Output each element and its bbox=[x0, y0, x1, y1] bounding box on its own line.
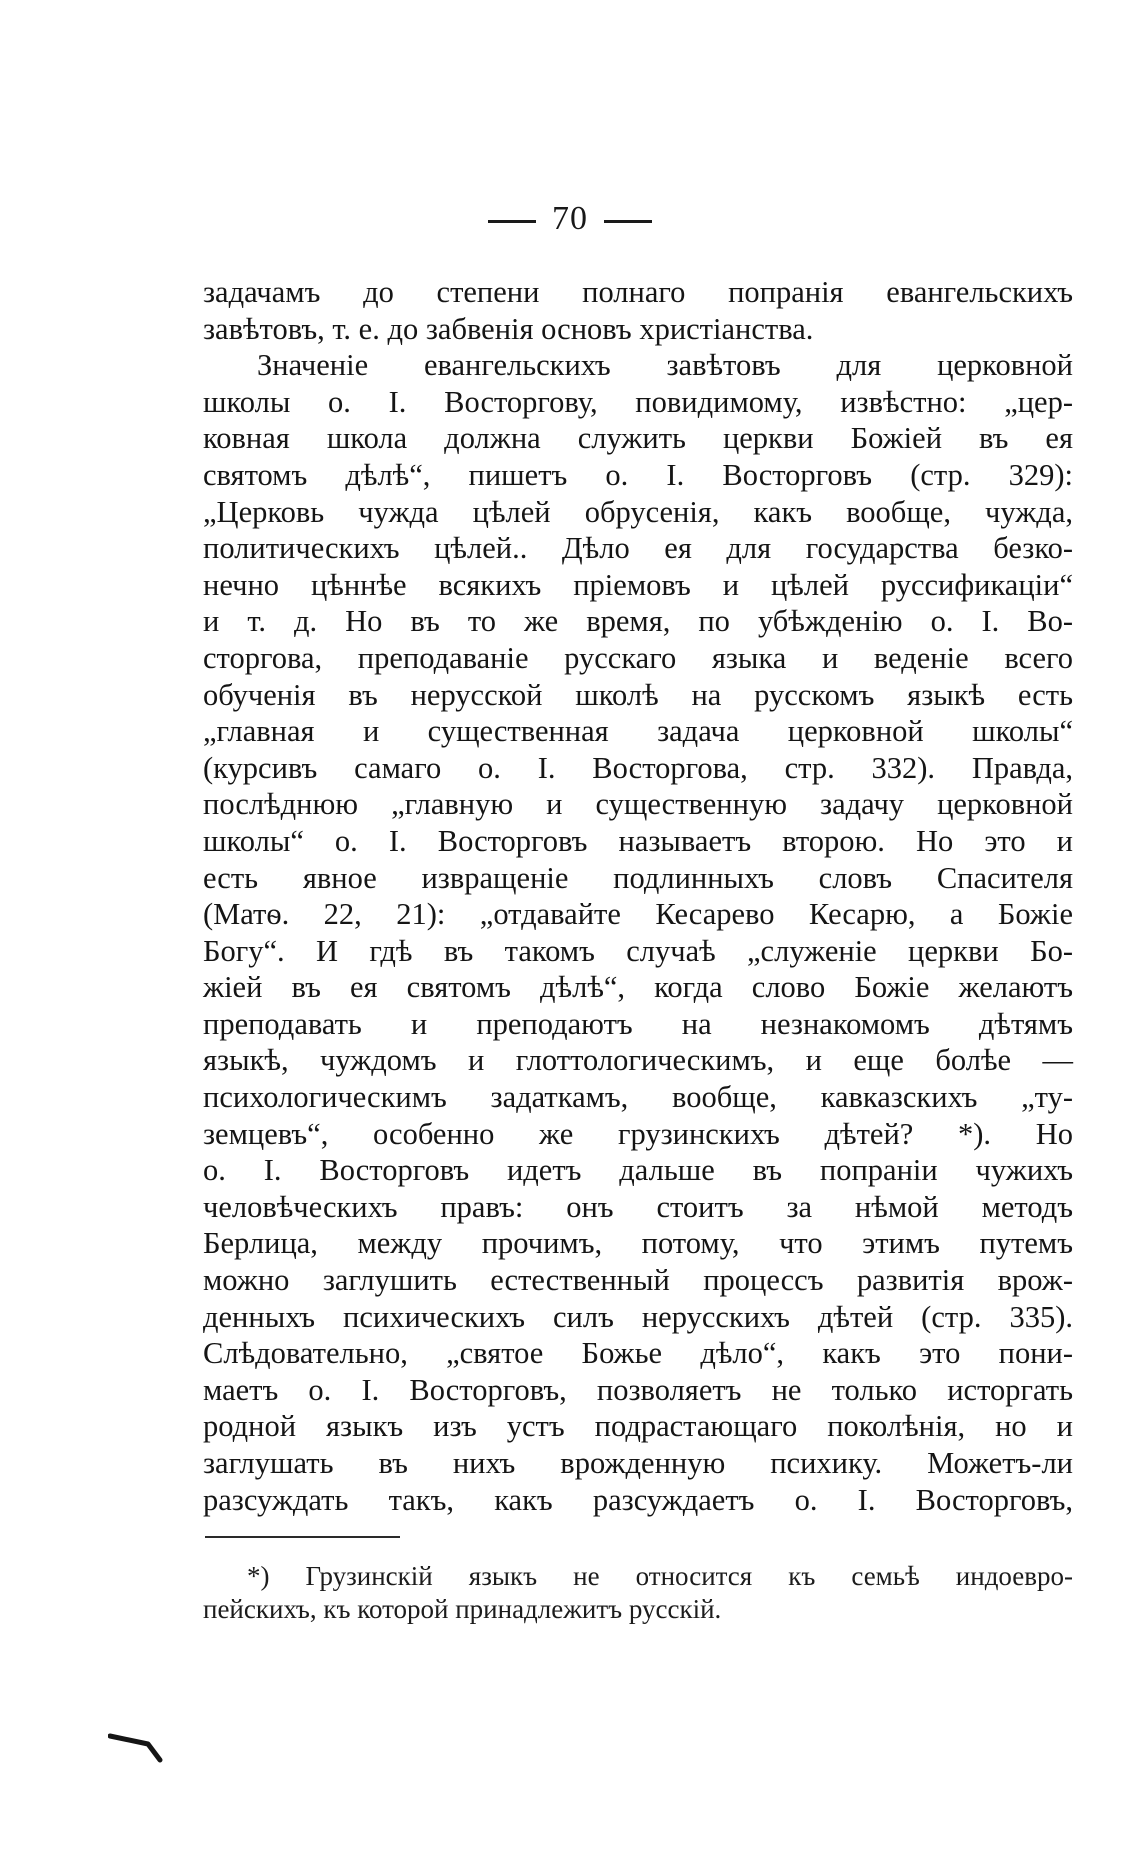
body-line: заглушать въ нихъ врожденную психику. Можетъ-ли bbox=[203, 1446, 1073, 1480]
body-line: разсуждать такъ, какъ разсуждаетъ о. І. Восторговъ, bbox=[203, 1482, 1073, 1517]
body-line: школы“ о. І. Восторговъ называетъ второю. Но это и bbox=[203, 823, 1073, 858]
body-line: родной языкъ изъ устъ подрастающаго поколѣнія, но и bbox=[203, 1409, 1073, 1444]
body-line: послѣднюю „главную и существенную задачу церковной bbox=[203, 787, 1073, 822]
body-text bbox=[203, 274, 1073, 1518]
body-line: завѣтовъ, т. е. до забвенія основъ христіанства. bbox=[203, 311, 814, 346]
body-line: Значеніе евангельскихъ завѣтовъ для церковной bbox=[257, 348, 1073, 383]
body-line: обученія въ нерусской школѣ на русскомъ языкѣ есть bbox=[203, 677, 1073, 712]
body-line: нечно цѣннѣе всякихъ пріемовъ и цѣлей руссификаціи“ bbox=[203, 567, 1073, 602]
page-number-text: 70 bbox=[552, 200, 588, 237]
body-line: жіей въ ея святомъ дѣлѣ“, когда слово Божіе желаютъ bbox=[203, 970, 1073, 1005]
page-number-dash-right bbox=[604, 220, 652, 223]
body-line: (Матѳ. 22, 21): „отдавайте Кесарево Кесарю, а Божіе bbox=[203, 897, 1073, 932]
body-line: сторгова, преподаваніе русскаго языка и веденіе всего bbox=[203, 640, 1073, 675]
body-line: (курсивъ самаго о. І. Восторгова, стр. 332). Правда, bbox=[203, 750, 1073, 785]
body-line: денныхъ психическихъ силъ нерусскихъ дѣтей (стр. 335). bbox=[203, 1299, 1073, 1334]
body-line: политическихъ цѣлей.. Дѣло ея для государства безко- bbox=[203, 531, 1073, 566]
body-line: есть явное извращеніе подлинныхъ словъ Спасителя bbox=[203, 860, 1073, 895]
body-line: Берлица, между прочимъ, потому, что этимъ путемъ bbox=[203, 1226, 1073, 1261]
page-number-dash-left bbox=[488, 220, 536, 223]
body-line: Слѣдовательно, „святое Божье дѣло“, какъ это пони- bbox=[203, 1336, 1073, 1371]
body-line: маетъ о. І. Восторговъ, позволяетъ не только исторгать bbox=[203, 1372, 1073, 1407]
footnote-line: пейскихъ, къ которой принадлежитъ русскій. bbox=[203, 1594, 722, 1624]
page-number bbox=[0, 200, 1140, 238]
body-line: психологическимъ задаткамъ, вообще, кавказскихъ „ту- bbox=[203, 1080, 1073, 1115]
footnote bbox=[203, 1560, 1073, 1626]
body-line: преподавать и преподаютъ на незнакомомъ дѣтямъ bbox=[203, 1006, 1073, 1041]
body-line: задачамъ до степени полнаго попранія евангельскихъ bbox=[203, 275, 1073, 309]
body-line: земцевъ“, особенно же грузинскихъ дѣтей? *). Но bbox=[203, 1116, 1073, 1151]
body-line: можно заглушить естественный процессъ развитія врож- bbox=[203, 1263, 1073, 1298]
body-line: святомъ дѣлѣ“, пишетъ о. І. Восторговъ (стр. 329): bbox=[203, 457, 1073, 492]
body-line: языкѣ, чуждомъ и глоттологическимъ, и еще болѣе — bbox=[203, 1043, 1073, 1078]
margin-arrow-mark bbox=[108, 1730, 168, 1770]
footnote-divider bbox=[205, 1536, 400, 1538]
body-line: и т. д. Но въ то же время, по убѣжденію о. І. Во- bbox=[203, 604, 1073, 639]
body-line: человѣческихъ правъ: онъ стоитъ за нѣмой методъ bbox=[203, 1189, 1073, 1224]
body-line: о. І. Восторговъ идетъ дальше въ попраніи чужихъ bbox=[203, 1153, 1073, 1188]
footnote-line: *) Грузинскій языкъ не относится къ семьѣ индоевро- bbox=[247, 1561, 1073, 1591]
body-line: Богу“. И гдѣ въ такомъ случаѣ „служеніе церкви Бо- bbox=[203, 933, 1073, 968]
body-line: школы о. І. Восторгову, повидимому, извѣстно: „цер- bbox=[203, 384, 1073, 419]
body-line: ковная школа должна служить церкви Божіей въ ея bbox=[203, 421, 1073, 456]
body-line: „главная и существенная задача церковной школы“ bbox=[203, 714, 1073, 749]
body-line: „Церковь чужда цѣлей обрусенія, какъ вообще, чужда, bbox=[203, 494, 1073, 529]
